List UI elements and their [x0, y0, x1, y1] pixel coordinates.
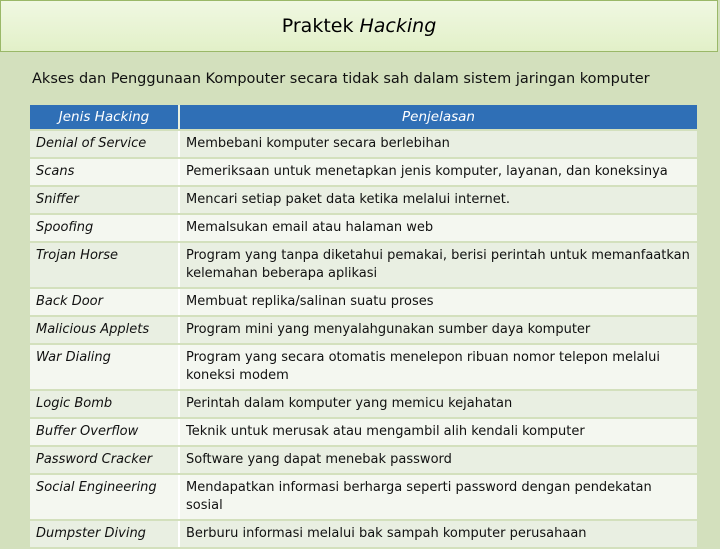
hacking-type-cell: War Dialing [30, 345, 180, 389]
header-penjelasan: Penjelasan [180, 105, 697, 129]
hacking-description-cell: Program yang tanpa diketahui pemakai, berisi perintah untuk memanfaatkan kelemahan beberapa aplikasi [180, 243, 697, 287]
table-row [30, 289, 697, 315]
slide-title-italic: Hacking [359, 15, 437, 37]
table-row [30, 419, 697, 445]
table-row [30, 345, 697, 389]
hacking-description-cell: Software yang dapat menebak password [180, 447, 697, 473]
hacking-description-cell: Membebani komputer secara berlebihan [180, 131, 697, 157]
hacking-type-cell: Dumpster Diving [30, 521, 180, 547]
hacking-description-cell: Teknik untuk merusak atau mengambil alih kendali komputer [180, 419, 697, 445]
hacking-description-cell: Memalsukan email atau halaman web [180, 215, 697, 241]
hacking-description-cell: Program yang secara otomatis menelepon ribuan nomor telepon melalui koneksi modem [180, 345, 697, 389]
hacking-type-cell: Back Door [30, 289, 180, 315]
hacking-type-cell: Scans [30, 159, 180, 185]
table-row [30, 131, 697, 157]
slide-subtitle: Akses dan Penggunaan Kompouter secara tidak sah dalam sistem jaringan komputer [32, 71, 650, 87]
table-row [30, 317, 697, 343]
slide-title-text: Praktek [281, 15, 360, 37]
hacking-type-cell: Logic Bomb [30, 391, 180, 417]
table-row [30, 187, 697, 213]
table-body [30, 131, 697, 547]
hacking-type-cell: Denial of Service [30, 131, 180, 157]
table-header-row [30, 105, 697, 129]
table-row [30, 391, 697, 417]
hacking-type-cell: Malicious Applets [30, 317, 180, 343]
slide-title [0, 0, 718, 52]
hacking-type-cell: Spoofing [30, 215, 180, 241]
table-row [30, 243, 697, 287]
hacking-description-cell: Perintah dalam komputer yang memicu kejahatan [180, 391, 697, 417]
table-row [30, 447, 697, 473]
hacking-description-cell: Pemeriksaan untuk menetapkan jenis komputer, layanan, dan koneksinya [180, 159, 697, 185]
hacking-type-cell: Trojan Horse [30, 243, 180, 287]
hacking-type-cell: Sniffer [30, 187, 180, 213]
table-row [30, 159, 697, 185]
table-row [30, 215, 697, 241]
hacking-description-cell: Mendapatkan informasi berharga seperti password dengan pendekatan sosial [180, 475, 697, 519]
header-jenis-hacking: Jenis Hacking [30, 105, 180, 129]
hacking-description-cell: Program mini yang menyalahgunakan sumber daya komputer [180, 317, 697, 343]
hacking-type-cell: Password Cracker [30, 447, 180, 473]
hacking-description-cell: Berburu informasi melalui bak sampah komputer perusahaan [180, 521, 697, 547]
hacking-type-cell: Social Engineering [30, 475, 180, 519]
hacking-description-cell: Mencari setiap paket data ketika melalui internet. [180, 187, 697, 213]
hacking-type-cell: Buffer Overflow [30, 419, 180, 445]
table-row [30, 521, 697, 547]
table-row [30, 475, 697, 519]
hacking-table [30, 103, 697, 549]
hacking-description-cell: Membuat replika/salinan suatu proses [180, 289, 697, 315]
